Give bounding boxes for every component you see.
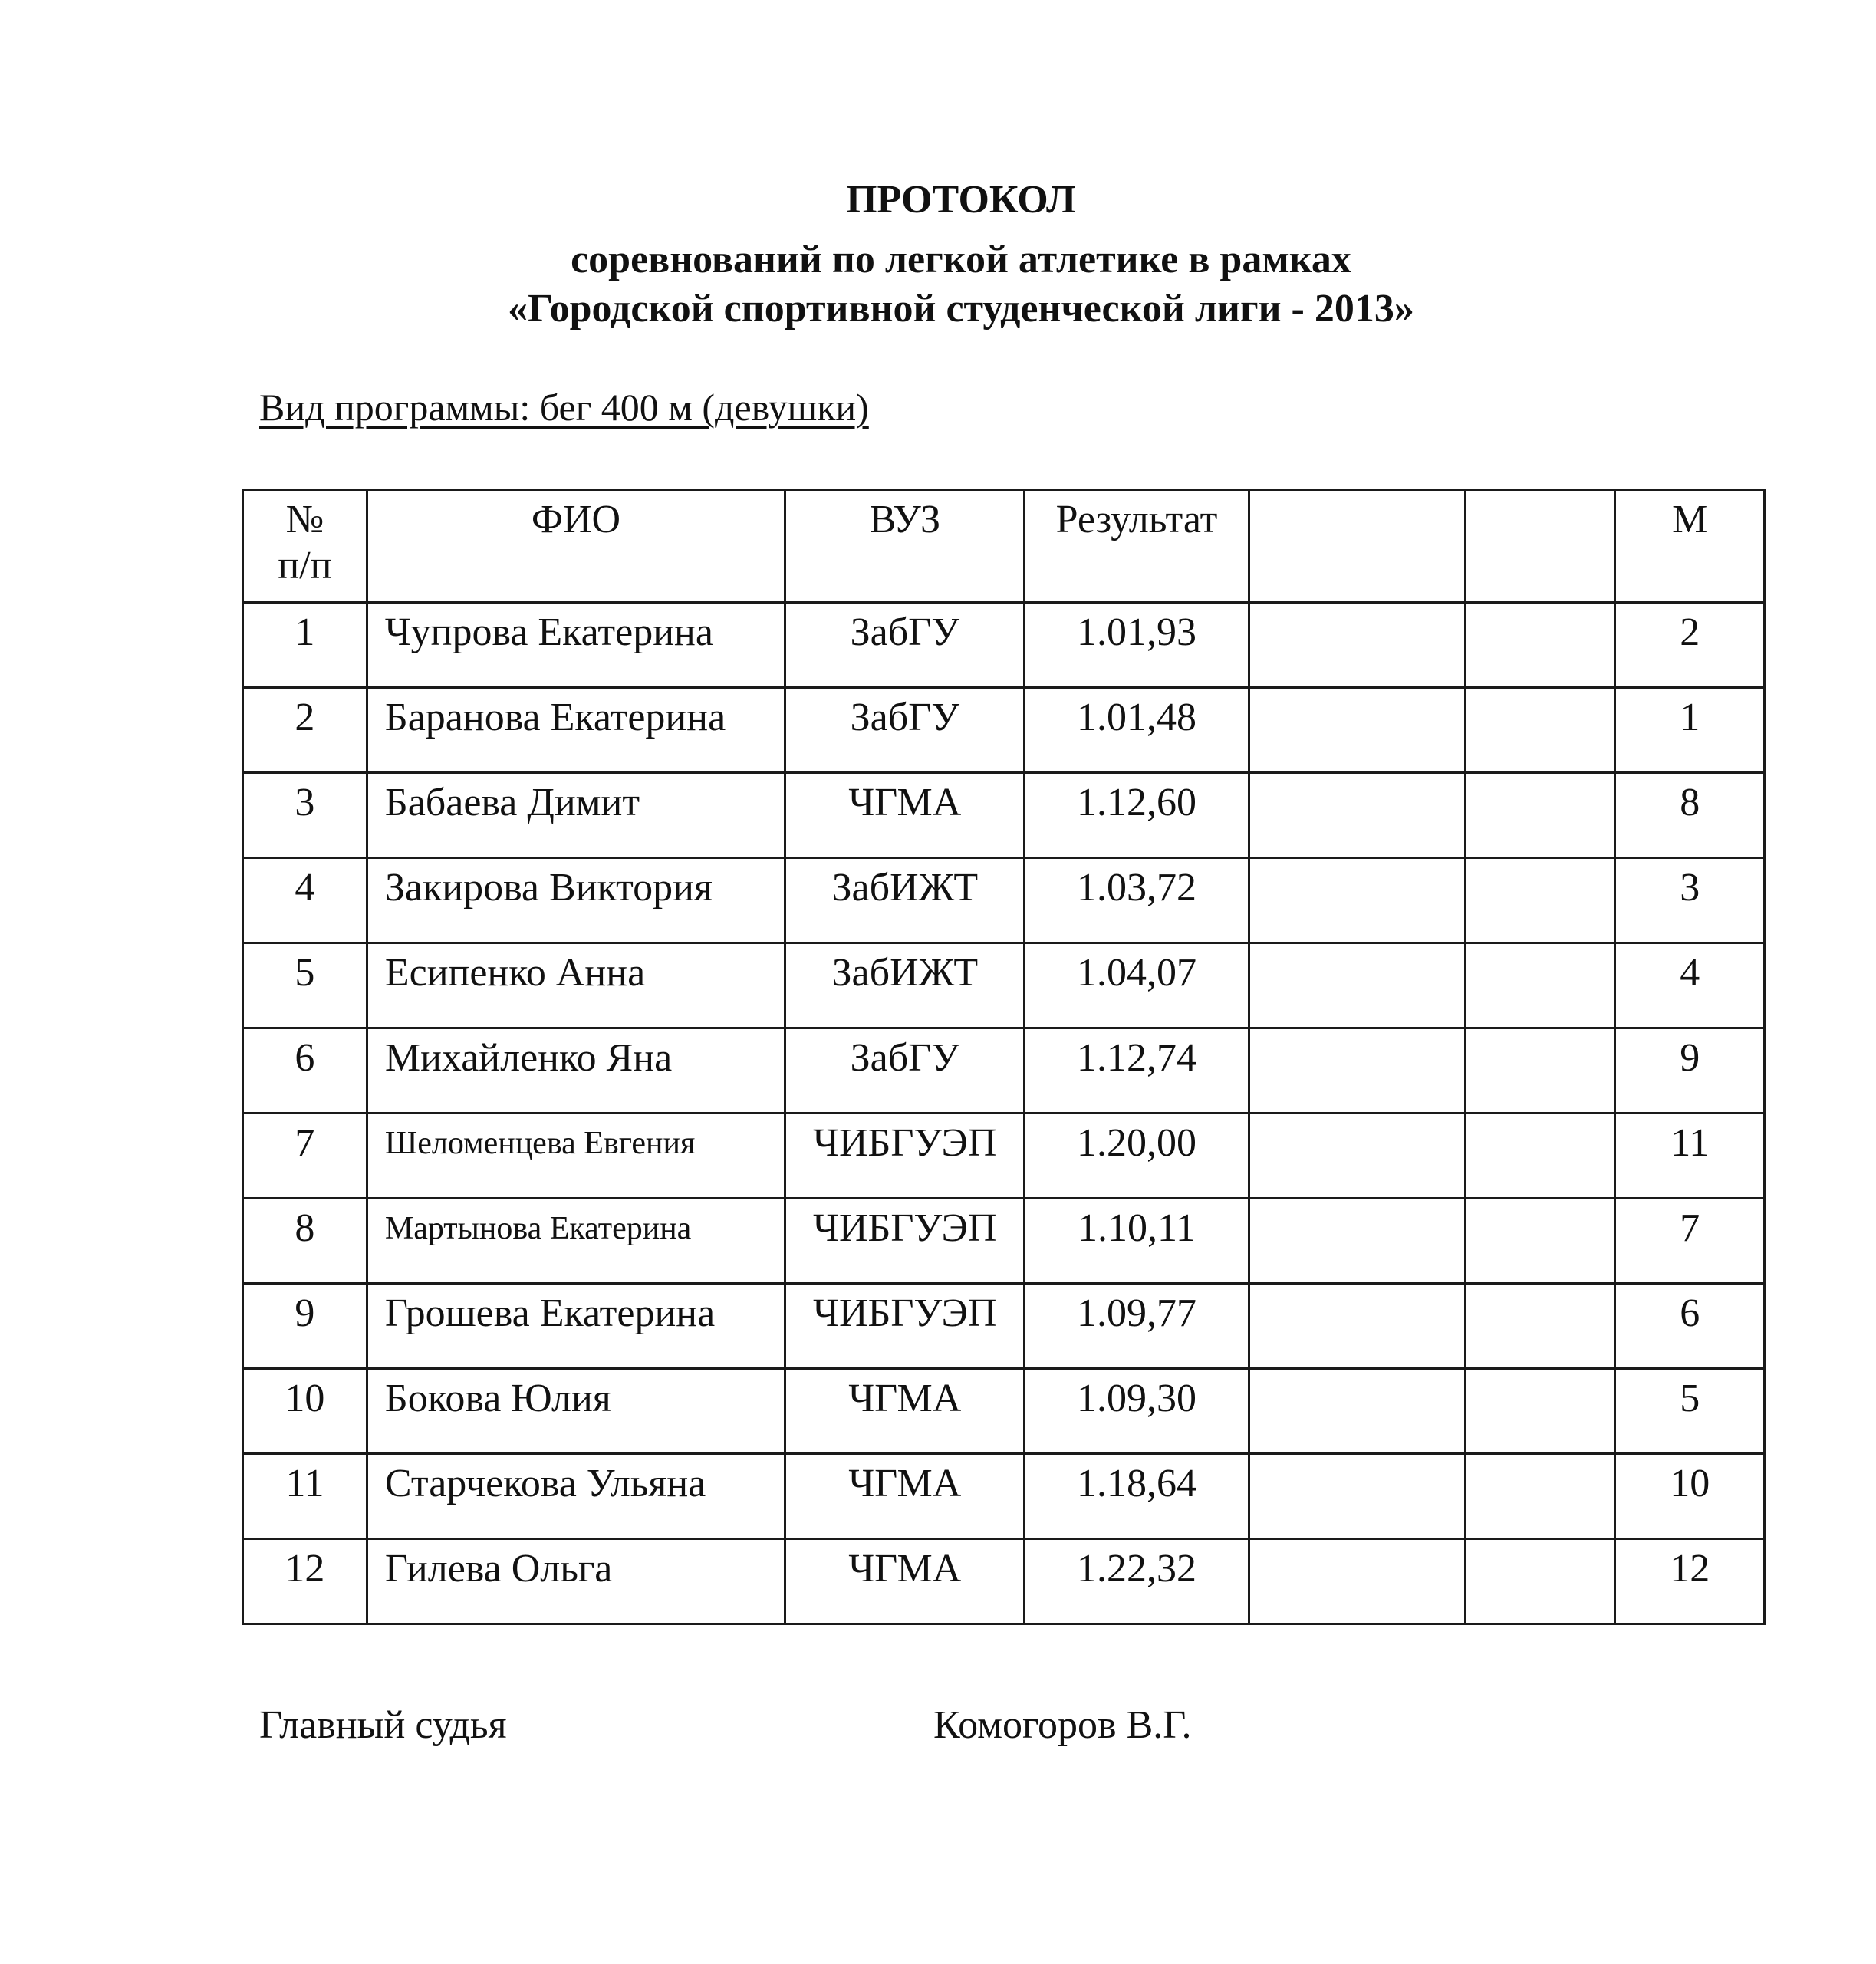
table-row — [243, 1539, 1765, 1624]
cell-result: 1.10,11 — [1025, 1199, 1249, 1284]
cell-name-text: Михайленко Яна — [384, 1036, 673, 1080]
table-header-row — [243, 490, 1765, 603]
results-table — [242, 489, 1766, 1625]
cell-place: 3 — [1615, 858, 1765, 943]
cell-result: 1.09,30 — [1025, 1369, 1249, 1454]
cell-empty-2 — [1465, 1114, 1615, 1199]
cell-empty-2 — [1465, 943, 1615, 1028]
cell-name-text: Грошева Екатерина — [384, 1291, 716, 1335]
cell-university: ЧИБГУЭП — [785, 1199, 1025, 1284]
table-row — [243, 688, 1765, 773]
cell-empty-1 — [1249, 858, 1465, 943]
cell-empty-2 — [1465, 773, 1615, 858]
cell-name-text: Есипенко Анна — [384, 951, 646, 995]
cell-name — [367, 943, 785, 1028]
cell-num: 4 — [243, 858, 367, 943]
cell-result: 1.09,77 — [1025, 1284, 1249, 1369]
cell-name — [367, 688, 785, 773]
cell-result: 1.12,74 — [1025, 1028, 1249, 1114]
cell-place: 11 — [1615, 1114, 1765, 1199]
table-row — [243, 1369, 1765, 1454]
program-type: Вид программы: бег 400 м (девушки) — [259, 386, 869, 429]
cell-result: 1.20,00 — [1025, 1114, 1249, 1199]
header-empty-1 — [1249, 490, 1465, 603]
cell-place: 4 — [1615, 943, 1765, 1028]
header-num-line2: п/п — [278, 544, 332, 587]
cell-place: 9 — [1615, 1028, 1765, 1114]
table-row — [243, 858, 1765, 943]
cell-university: ЗабГУ — [785, 688, 1025, 773]
cell-name — [367, 1199, 785, 1284]
cell-empty-1 — [1249, 1028, 1465, 1114]
cell-university: ЧГМА — [785, 1539, 1025, 1624]
header-num-line1: № — [285, 498, 324, 541]
chief-judge-label: Главный судья — [259, 1703, 507, 1747]
cell-num: 12 — [243, 1539, 367, 1624]
cell-place: 5 — [1615, 1369, 1765, 1454]
cell-name — [367, 1539, 785, 1624]
header-empty-2 — [1465, 490, 1615, 603]
cell-result: 1.12,60 — [1025, 773, 1249, 858]
header-num — [243, 490, 367, 603]
table-row — [243, 1199, 1765, 1284]
cell-place: 12 — [1615, 1539, 1765, 1624]
cell-num: 3 — [243, 773, 367, 858]
cell-name — [367, 858, 785, 943]
table-row — [243, 773, 1765, 858]
cell-name — [367, 773, 785, 858]
table-row — [243, 1114, 1765, 1199]
cell-name-text: Старчекова Ульяна — [384, 1462, 706, 1505]
header-place: М — [1615, 490, 1765, 603]
cell-university: ЧИБГУЭП — [785, 1284, 1025, 1369]
cell-empty-2 — [1465, 1454, 1615, 1539]
cell-num: 1 — [243, 603, 367, 688]
header-university: ВУЗ — [785, 490, 1025, 603]
cell-empty-2 — [1465, 1199, 1615, 1284]
cell-num: 7 — [243, 1114, 367, 1199]
cell-name — [367, 1284, 785, 1369]
document-title — [0, 175, 1876, 225]
cell-place: 2 — [1615, 603, 1765, 688]
cell-place: 7 — [1615, 1199, 1765, 1284]
cell-university: ЧГМА — [785, 773, 1025, 858]
cell-empty-1 — [1249, 943, 1465, 1028]
cell-num: 6 — [243, 1028, 367, 1114]
document-subtitle-line1 — [0, 235, 1876, 285]
cell-university: ЧГМА — [785, 1369, 1025, 1454]
cell-empty-1 — [1249, 773, 1465, 858]
cell-num: 10 — [243, 1369, 367, 1454]
cell-place: 1 — [1615, 688, 1765, 773]
cell-name — [367, 1369, 785, 1454]
table-row — [243, 1454, 1765, 1539]
subtitle-line1-text: соревнований по легкой атлетике в рамках — [571, 238, 1351, 281]
cell-name — [367, 603, 785, 688]
cell-num: 2 — [243, 688, 367, 773]
cell-university: ЧИБГУЭП — [785, 1114, 1025, 1199]
subtitle-line2-text: «Городской спортивной студенческой лиги - 2013» — [508, 287, 1414, 331]
cell-place: 6 — [1615, 1284, 1765, 1369]
cell-empty-2 — [1465, 1369, 1615, 1454]
document-subtitle-line2 — [0, 284, 1876, 334]
cell-empty-1 — [1249, 603, 1465, 688]
cell-num: 5 — [243, 943, 367, 1028]
cell-result: 1.22,32 — [1025, 1539, 1249, 1624]
table-row — [243, 603, 1765, 688]
cell-university: ЧГМА — [785, 1454, 1025, 1539]
chief-judge-name: Комогоров В.Г. — [933, 1703, 1192, 1747]
cell-empty-1 — [1249, 1369, 1465, 1454]
title-text: ПРОТОКОЛ — [846, 178, 1076, 222]
cell-empty-2 — [1465, 603, 1615, 688]
table-row — [243, 1028, 1765, 1114]
cell-empty-2 — [1465, 688, 1615, 773]
cell-result: 1.01,48 — [1025, 688, 1249, 773]
cell-name-text: Шеломенцева Евгения — [384, 1126, 696, 1161]
cell-name — [367, 1114, 785, 1199]
header-result: Результат — [1025, 490, 1249, 603]
cell-university: ЗабГУ — [785, 1028, 1025, 1114]
cell-name-text: Гилева Ольга — [384, 1547, 613, 1591]
cell-name — [367, 1028, 785, 1114]
cell-name-text: Чупрова Екатерина — [384, 610, 713, 654]
cell-university: ЗабИЖТ — [785, 858, 1025, 943]
cell-name-text: Закирова Виктория — [384, 866, 713, 910]
cell-empty-2 — [1465, 1539, 1615, 1624]
cell-university: ЗабИЖТ — [785, 943, 1025, 1028]
cell-result: 1.04,07 — [1025, 943, 1249, 1028]
header-name: ФИО — [367, 490, 785, 603]
cell-place: 10 — [1615, 1454, 1765, 1539]
cell-name-text: Баранова Екатерина — [384, 696, 726, 739]
cell-empty-1 — [1249, 688, 1465, 773]
cell-name-text: Мартынова Екатерина — [384, 1211, 692, 1246]
cell-num: 8 — [243, 1199, 367, 1284]
cell-result: 1.18,64 — [1025, 1454, 1249, 1539]
cell-university: ЗабГУ — [785, 603, 1025, 688]
cell-empty-1 — [1249, 1539, 1465, 1624]
cell-empty-2 — [1465, 1284, 1615, 1369]
cell-name — [367, 1454, 785, 1539]
cell-result: 1.01,93 — [1025, 603, 1249, 688]
cell-empty-1 — [1249, 1284, 1465, 1369]
cell-num: 9 — [243, 1284, 367, 1369]
cell-place: 8 — [1615, 773, 1765, 858]
cell-empty-2 — [1465, 1028, 1615, 1114]
table-row — [243, 1284, 1765, 1369]
table-row — [243, 943, 1765, 1028]
cell-empty-1 — [1249, 1199, 1465, 1284]
cell-name-text: Бабаева Димит — [384, 781, 640, 824]
cell-empty-2 — [1465, 858, 1615, 943]
cell-name-text: Бокова Юлия — [384, 1377, 611, 1420]
cell-empty-1 — [1249, 1454, 1465, 1539]
cell-empty-1 — [1249, 1114, 1465, 1199]
cell-num: 11 — [243, 1454, 367, 1539]
cell-result: 1.03,72 — [1025, 858, 1249, 943]
